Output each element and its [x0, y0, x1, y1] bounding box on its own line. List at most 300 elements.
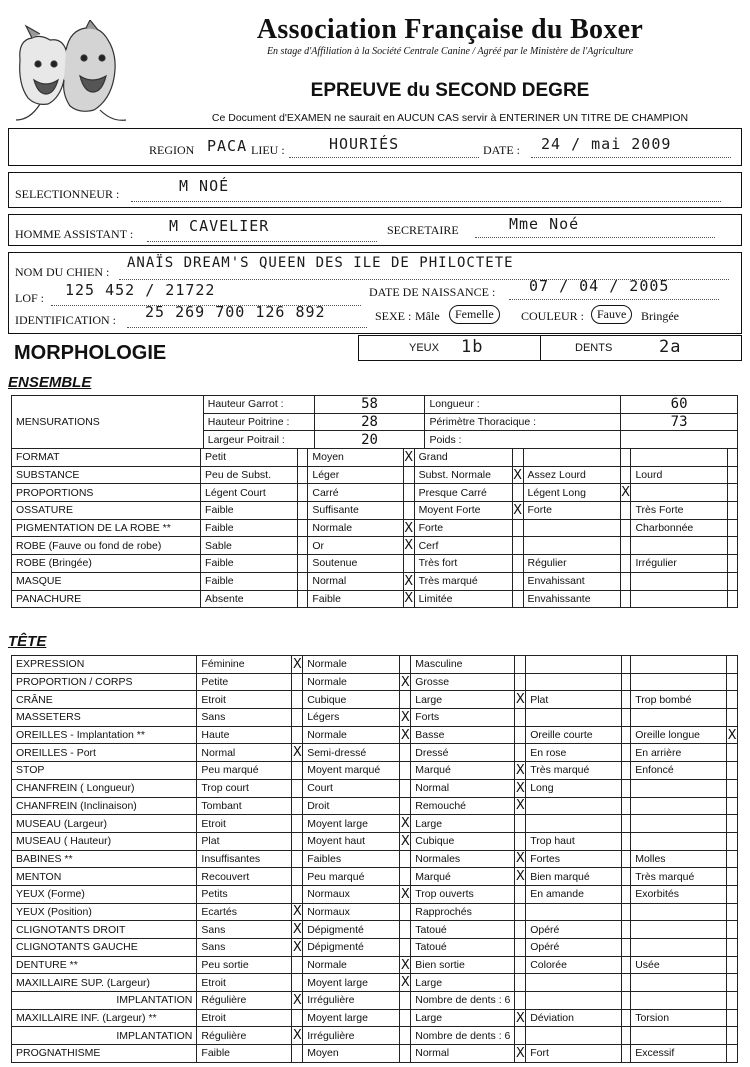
table-row — [12, 939, 738, 957]
table-row — [12, 519, 738, 537]
option-label — [523, 537, 620, 555]
option-label: Légers — [303, 709, 400, 727]
option-label: Bien sortie — [411, 956, 515, 974]
assistant-box — [8, 214, 742, 246]
check-mark — [403, 555, 414, 573]
option-label — [631, 797, 727, 815]
option-label: Faibles — [303, 850, 400, 868]
option-label — [631, 974, 727, 992]
option-label: Molles — [631, 850, 727, 868]
yeux-label: YEUX — [409, 342, 439, 354]
criterion-label: CHANFREIN (Inclinaison) — [12, 797, 197, 815]
dents-value: 2a — [659, 337, 682, 357]
option-label: Assez Lourd — [523, 466, 620, 484]
option-label: Recouvert — [197, 868, 292, 886]
option-label: Tombant — [197, 797, 292, 815]
option-label: Large — [411, 815, 515, 833]
option-label: Sans — [197, 921, 292, 939]
check-mark — [620, 572, 631, 590]
check-mark: X — [515, 692, 525, 708]
check-mark — [620, 449, 631, 467]
check-mark — [727, 921, 738, 939]
option-label: Petite — [197, 673, 292, 691]
date-value: 24 / mai 2009 — [541, 135, 672, 153]
check-mark — [515, 832, 526, 850]
check-mark — [620, 555, 631, 573]
check-mark — [292, 709, 303, 727]
longueur-label: Longueur : — [425, 396, 621, 414]
criterion-label: PIGMENTATION DE LA ROBE ** — [12, 519, 201, 537]
option-label: Normal — [197, 744, 292, 762]
check-mark — [727, 572, 737, 590]
option-label — [631, 673, 727, 691]
criterion-label: MENTON — [12, 868, 197, 886]
hauteur-poitrine-value: 28 — [314, 413, 425, 431]
check-mark — [727, 779, 738, 797]
table-row — [12, 656, 738, 674]
check-mark — [400, 744, 411, 762]
option-label: Haute — [197, 726, 292, 744]
criterion-label: OREILLES - Implantation ** — [12, 726, 197, 744]
criterion-label: MAXILLAIRE SUP. (Largeur) — [12, 974, 197, 992]
option-label — [526, 797, 622, 815]
criterion-label: BABINES ** — [12, 850, 197, 868]
option-label: Colorée — [526, 956, 622, 974]
option-label: Moyent Forte — [414, 502, 512, 520]
check-mark — [400, 779, 411, 797]
option-label: Trop haut — [526, 832, 622, 850]
table-row — [12, 762, 738, 780]
option-label: Sans — [197, 709, 292, 727]
option-label — [523, 449, 620, 467]
check-mark — [512, 484, 523, 502]
option-label: Ecartés — [197, 903, 292, 921]
check-mark — [621, 832, 630, 850]
check-mark — [292, 673, 303, 691]
check-mark — [298, 519, 308, 537]
sexe-female-circled: Femelle — [449, 305, 500, 324]
check-mark — [292, 691, 303, 709]
couleur-bringee: Bringée — [641, 309, 679, 323]
check-mark: X — [292, 992, 302, 1008]
check-mark — [298, 484, 308, 502]
secretaire-label: SECRETAIRE — [387, 223, 459, 237]
table-row — [12, 1045, 738, 1063]
check-mark — [403, 484, 414, 502]
check-mark — [621, 1027, 630, 1045]
table-row — [12, 484, 738, 502]
criterion-label: PROPORTION / CORPS — [12, 673, 197, 691]
lof-value: 125 452 / 21722 — [65, 281, 216, 299]
option-label: Large — [411, 691, 515, 709]
option-label: Droit — [303, 797, 400, 815]
couleur-fauve-circled: Fauve — [591, 305, 632, 324]
criterion-label: ROBE (Bringée) — [12, 555, 201, 573]
check-mark: X — [400, 886, 410, 902]
check-mark — [292, 762, 303, 780]
table-row — [12, 555, 738, 573]
check-mark — [727, 673, 738, 691]
tete-title: TÊTE — [8, 633, 47, 650]
check-mark — [621, 656, 630, 674]
check-mark — [298, 466, 308, 484]
table-row — [12, 537, 738, 555]
check-mark — [512, 537, 523, 555]
check-mark — [298, 572, 308, 590]
check-mark — [727, 1009, 738, 1027]
option-label: Faible — [201, 519, 298, 537]
option-label — [526, 709, 622, 727]
check-mark — [292, 974, 303, 992]
option-label: Large — [411, 974, 515, 992]
option-label — [631, 832, 727, 850]
check-mark — [515, 903, 526, 921]
check-mark — [620, 502, 631, 520]
option-label: Cubique — [303, 691, 400, 709]
option-label: Moyent large — [303, 974, 400, 992]
org-subtitle: En stage d'Affiliation à la Société Centrale Canine / Agréé par le Ministère de l'Agriculture — [266, 46, 634, 57]
check-mark — [292, 885, 303, 903]
criterion-label: FORMAT — [12, 449, 201, 467]
option-label — [526, 815, 622, 833]
option-label: Normale — [303, 656, 400, 674]
check-mark — [298, 449, 308, 467]
naissance-label: DATE DE NAISSANCE : — [369, 285, 496, 299]
option-label: Peu marqué — [303, 868, 400, 886]
check-mark — [621, 1009, 630, 1027]
region-label: REGION — [149, 143, 195, 157]
option-label: Dressé — [411, 744, 515, 762]
option-label: Faible — [201, 502, 298, 520]
check-mark — [400, 939, 411, 957]
option-label: Moyent haut — [303, 832, 400, 850]
option-label: Etroit — [197, 1009, 292, 1027]
check-mark: X — [404, 520, 414, 536]
check-mark: X — [404, 449, 414, 465]
check-mark — [292, 815, 303, 833]
check-mark — [298, 555, 308, 573]
option-label — [523, 519, 620, 537]
option-label: Régulier — [523, 555, 620, 573]
check-mark — [400, 797, 411, 815]
longueur-value: 60 — [621, 396, 738, 414]
check-mark — [727, 797, 738, 815]
option-label: Normale — [308, 519, 403, 537]
check-mark: X — [515, 798, 525, 814]
region-value: PACA — [207, 137, 248, 155]
option-label: Basse — [411, 726, 515, 744]
check-mark — [621, 868, 630, 886]
check-mark — [727, 974, 738, 992]
check-mark — [515, 673, 526, 691]
option-label: En amande — [526, 885, 622, 903]
option-label: Opéré — [526, 939, 622, 957]
check-mark: X — [515, 869, 525, 885]
criterion-label: MUSEAU (Largeur) — [12, 815, 197, 833]
table-row — [12, 502, 738, 520]
check-mark — [400, 868, 411, 886]
check-mark — [621, 939, 630, 957]
check-mark — [727, 868, 738, 886]
criterion-label: ROBE (Fauve ou fond de robe) — [12, 537, 201, 555]
option-label: Déviation — [526, 1009, 622, 1027]
check-mark — [515, 974, 526, 992]
option-label: Forte — [523, 502, 620, 520]
option-label: Normal — [411, 1045, 515, 1063]
check-mark: X — [400, 975, 410, 991]
option-label: Moyen — [303, 1045, 400, 1063]
option-label — [631, 992, 727, 1010]
option-label: Moyent large — [303, 815, 400, 833]
table-row — [12, 709, 738, 727]
option-label: Faible — [201, 572, 298, 590]
criterion-label: CHANFREIN ( Longueur) — [12, 779, 197, 797]
option-label: Trop bombé — [631, 691, 727, 709]
check-mark — [512, 555, 523, 573]
option-label: Moyen — [308, 449, 403, 467]
check-mark — [727, 992, 738, 1010]
check-mark — [620, 590, 631, 608]
option-label: Exorbités — [631, 885, 727, 903]
check-mark — [292, 779, 303, 797]
boxer-dogs-logo — [10, 20, 130, 125]
option-label — [526, 656, 622, 674]
ensemble-title: ENSEMBLE — [8, 374, 92, 391]
option-label — [631, 484, 728, 502]
option-label: Trop ouverts — [411, 885, 515, 903]
check-mark — [621, 673, 630, 691]
check-mark — [727, 709, 738, 727]
option-label: Opéré — [526, 921, 622, 939]
check-mark — [515, 921, 526, 939]
check-mark — [292, 850, 303, 868]
criterion-label: MASQUE — [12, 572, 201, 590]
option-label: Sans — [197, 939, 292, 957]
option-label: Torsion — [631, 1009, 727, 1027]
option-label: Soutenue — [308, 555, 403, 573]
homme-value: M CAVELIER — [169, 217, 270, 235]
check-mark — [727, 449, 737, 467]
check-mark — [298, 590, 308, 608]
option-label: Suffisante — [308, 502, 403, 520]
option-label: Semi-dressé — [303, 744, 400, 762]
check-mark — [292, 956, 303, 974]
option-label: Trop court — [197, 779, 292, 797]
check-mark: X — [621, 485, 630, 501]
couleur-label: COULEUR : — [521, 309, 584, 323]
check-mark — [621, 691, 630, 709]
mensurations-label: MENSURATIONS — [12, 396, 204, 449]
option-label — [631, 537, 728, 555]
check-mark — [512, 519, 523, 537]
check-mark — [400, 656, 411, 674]
check-mark — [727, 850, 738, 868]
option-label: Peu de Subst. — [201, 466, 298, 484]
option-label: Marqué — [411, 762, 515, 780]
option-label: Tatoué — [411, 921, 515, 939]
table-row — [12, 956, 738, 974]
check-mark — [621, 956, 630, 974]
morphologie-title: MORPHOLOGIE — [14, 342, 167, 364]
option-label: Normal — [411, 779, 515, 797]
check-mark — [515, 726, 526, 744]
option-label: Oreille longue — [631, 726, 727, 744]
yeux-dents-box — [358, 335, 742, 361]
check-mark: X — [400, 727, 410, 743]
hauteur-poitrine-label: Hauteur Poitrine : — [203, 413, 314, 431]
check-mark: X — [292, 656, 302, 672]
check-mark — [621, 762, 630, 780]
option-label: Long — [526, 779, 622, 797]
check-mark — [512, 572, 523, 590]
check-mark — [727, 555, 737, 573]
option-label: Lourd — [631, 466, 728, 484]
table-row — [12, 850, 738, 868]
check-mark — [727, 744, 738, 762]
yeux-value: 1b — [461, 337, 484, 357]
option-label — [631, 815, 727, 833]
check-mark — [620, 466, 631, 484]
option-label: Fortes — [526, 850, 622, 868]
option-label: Bien marqué — [526, 868, 622, 886]
criterion-label: OREILLES - Port — [12, 744, 197, 762]
check-mark — [727, 691, 738, 709]
option-label: Absente — [201, 590, 298, 608]
option-label: Normales — [411, 850, 515, 868]
check-mark: X — [515, 762, 525, 778]
lof-label: LOF : — [15, 291, 45, 305]
option-label — [631, 449, 728, 467]
table-row — [12, 779, 738, 797]
option-label: Faible — [308, 590, 403, 608]
criterion-label: PANACHURE — [12, 590, 201, 608]
check-mark — [515, 1027, 526, 1045]
naissance-value: 07 / 04 / 2005 — [529, 277, 670, 295]
check-mark: X — [727, 727, 737, 743]
table-row — [12, 974, 738, 992]
option-label: Irrégulière — [303, 992, 400, 1010]
option-label: Légent Long — [523, 484, 620, 502]
option-label: Plat — [197, 832, 292, 850]
exam-notice: Ce Document d'EXAMEN ne saurait en AUCUN CAS servir à ENTERINER UN TITRE DE CHAMPION — [211, 112, 689, 124]
table-row — [12, 885, 738, 903]
option-label: Insuffisantes — [197, 850, 292, 868]
check-mark — [515, 992, 526, 1010]
option-label: Moyent marqué — [303, 762, 400, 780]
criterion-label: PROPORTIONS — [12, 484, 201, 502]
option-label: Fort — [526, 1045, 622, 1063]
table-row — [12, 673, 738, 691]
option-label: Excessif — [631, 1045, 727, 1063]
check-mark: X — [400, 816, 410, 832]
table-row — [12, 726, 738, 744]
ident-value: 25 269 700 126 892 — [145, 303, 326, 321]
criterion-label: OSSATURE — [12, 502, 201, 520]
option-label: Or — [308, 537, 403, 555]
check-mark — [621, 974, 630, 992]
check-mark — [403, 502, 414, 520]
option-label: Etroit — [197, 974, 292, 992]
selectionneur-box — [8, 172, 742, 208]
criterion-label: IMPLANTATION — [12, 992, 197, 1010]
table-row — [12, 992, 738, 1010]
check-mark — [515, 939, 526, 957]
check-mark — [727, 484, 737, 502]
check-mark — [727, 1027, 738, 1045]
check-mark: X — [404, 538, 414, 554]
option-label: Léger — [308, 466, 403, 484]
poids-label: Poids : — [425, 431, 621, 449]
check-mark: X — [292, 939, 302, 955]
option-label — [631, 939, 727, 957]
check-mark — [400, 921, 411, 939]
criterion-label: CRÂNE — [12, 691, 197, 709]
option-label: Masculine — [411, 656, 515, 674]
option-label — [631, 656, 727, 674]
criterion-label: PROGNATHISME — [12, 1045, 197, 1063]
option-label: Très fort — [414, 555, 512, 573]
table-row — [12, 691, 738, 709]
option-label: Carré — [308, 484, 403, 502]
check-mark — [620, 519, 631, 537]
option-label — [526, 1027, 622, 1045]
selectionneur-label: SELECTIONNEUR : — [15, 187, 120, 201]
check-mark — [400, 1027, 411, 1045]
option-label: Normale — [303, 726, 400, 744]
option-label: Charbonnée — [631, 519, 728, 537]
check-mark: X — [513, 467, 523, 483]
option-label: Marqué — [411, 868, 515, 886]
check-mark — [512, 590, 523, 608]
check-mark — [515, 956, 526, 974]
option-label: Court — [303, 779, 400, 797]
option-label — [631, 779, 727, 797]
check-mark — [727, 885, 738, 903]
option-label: Etroit — [197, 691, 292, 709]
option-label: Légent Court — [201, 484, 298, 502]
check-mark — [298, 537, 308, 555]
check-mark: X — [400, 957, 410, 973]
largeur-poitrail-label: Largeur Poitrail : — [203, 431, 314, 449]
criterion-label: SUBSTANCE — [12, 466, 201, 484]
option-label — [526, 673, 622, 691]
option-label: Moyent large — [303, 1009, 400, 1027]
check-mark — [621, 1045, 630, 1063]
org-title: Association Française du Boxer — [256, 14, 644, 45]
perimetre-label: Périmètre Thoracique : — [425, 413, 621, 431]
check-mark — [621, 885, 630, 903]
check-mark — [400, 903, 411, 921]
option-label: Normaux — [303, 903, 400, 921]
check-mark — [621, 903, 630, 921]
table-row — [12, 832, 738, 850]
hauteur-garrot-label: Hauteur Garrot : — [203, 396, 314, 414]
table-row — [12, 572, 738, 590]
option-label: Peu marqué — [197, 762, 292, 780]
region-box — [8, 128, 742, 166]
check-mark — [400, 850, 411, 868]
check-mark — [515, 815, 526, 833]
table-row — [12, 797, 738, 815]
check-mark — [727, 656, 738, 674]
table-row — [12, 1027, 738, 1045]
option-label: Presque Carré — [414, 484, 512, 502]
criterion-label: MUSEAU ( Hauteur) — [12, 832, 197, 850]
homme-label: HOMME ASSISTANT : — [15, 227, 134, 241]
option-label: Envahissant — [523, 572, 620, 590]
criterion-label: STOP — [12, 762, 197, 780]
check-mark: X — [515, 780, 525, 796]
